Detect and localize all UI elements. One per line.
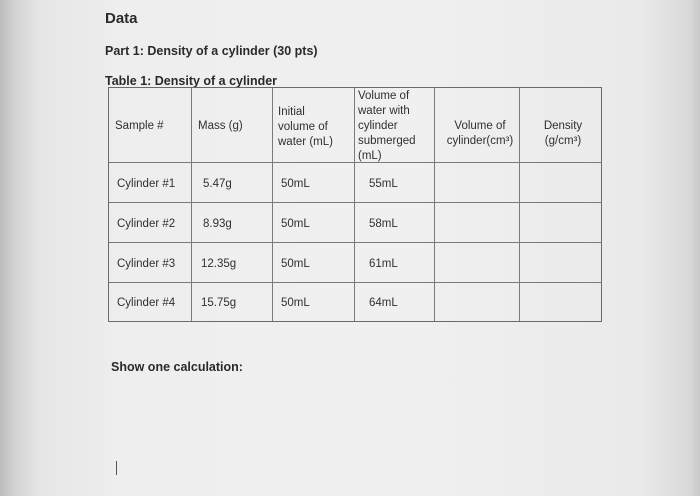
row1-submerged: 55mL — [369, 178, 398, 190]
density-table — [108, 87, 602, 322]
row3-submerged: 61mL — [369, 258, 398, 270]
show-calculation-label: Show one calculation: — [111, 360, 243, 374]
header-submerged-volume: Volume of water with cylinder submerged (mL) — [358, 90, 416, 162]
row2-initial: 50mL — [281, 218, 310, 230]
row4-submerged: 64mL — [369, 297, 398, 309]
page-heading: Data — [105, 10, 138, 27]
header-sample: Sample # — [115, 120, 164, 132]
row1-mass: 5.47g — [203, 178, 232, 190]
row2-mass: 8.93g — [203, 218, 232, 230]
row1-sample: Cylinder #1 — [117, 178, 176, 190]
row3-sample: Cylinder #3 — [117, 258, 176, 270]
row2-submerged: 58mL — [369, 218, 398, 230]
table-caption: Table 1: Density of a cylinder — [105, 74, 278, 88]
header-initial-volume: Initial volume of water (mL) — [278, 106, 333, 148]
row3-mass: 12.35g — [201, 258, 237, 270]
part-title: Part 1: Density of a cylinder (30 pts) — [105, 44, 318, 58]
row4-sample: Cylinder #4 — [117, 297, 176, 309]
row4-mass: 15.75g — [201, 297, 237, 309]
row2-sample: Cylinder #2 — [117, 218, 176, 230]
row4-initial: 50mL — [281, 297, 310, 309]
header-density: Density (g/cm³) — [543, 120, 583, 147]
header-mass: Mass (g) — [198, 120, 243, 132]
header-cylinder-volume: Volume of cylinder(cm³) — [446, 120, 514, 147]
text-cursor[interactable] — [116, 461, 117, 475]
row3-initial: 50mL — [281, 258, 310, 270]
row1-initial: 50mL — [281, 178, 310, 190]
